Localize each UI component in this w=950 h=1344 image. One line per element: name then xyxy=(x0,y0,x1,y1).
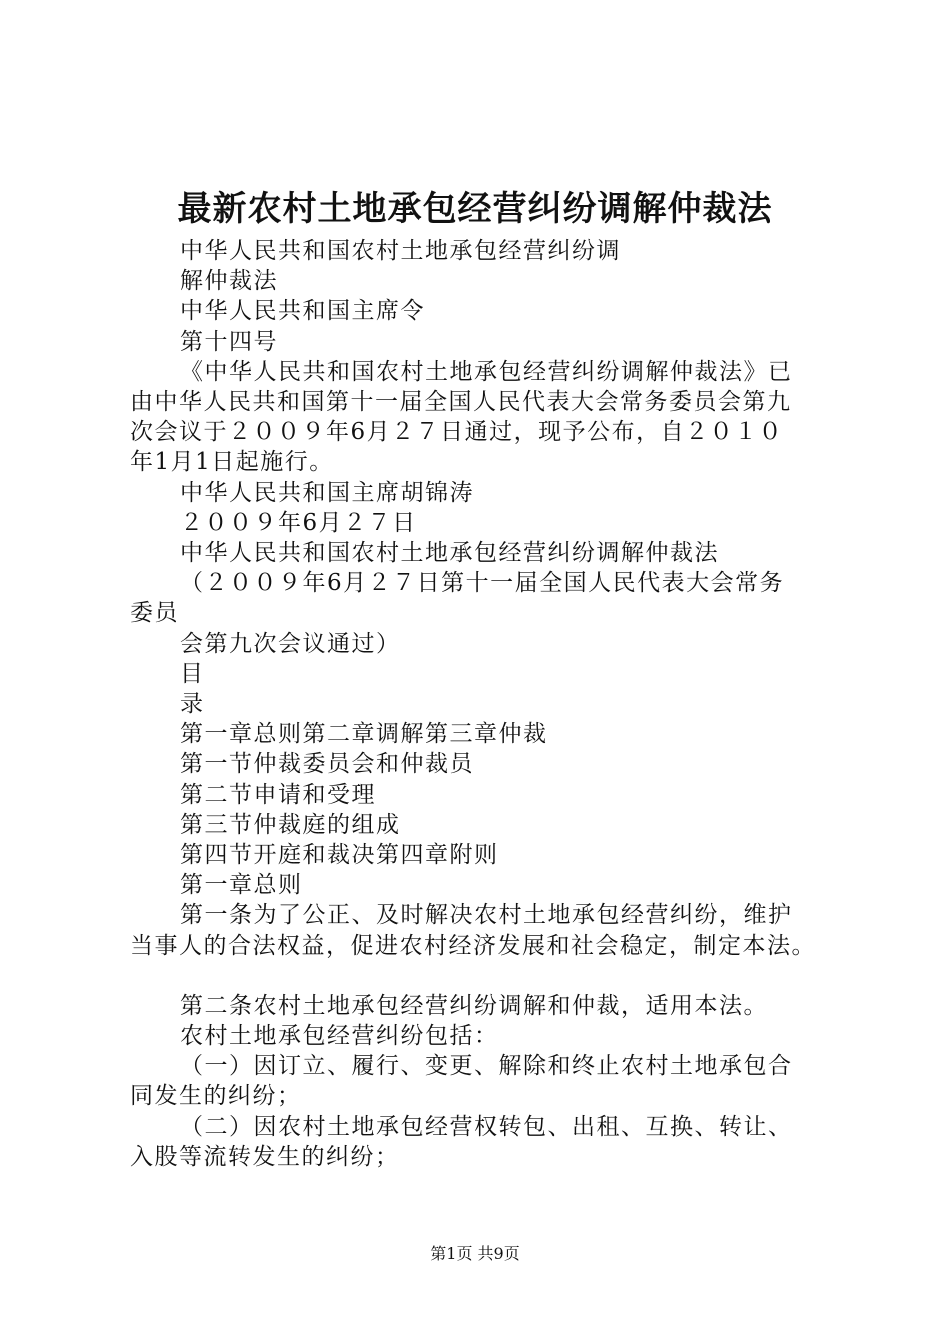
paragraph-line: 目 xyxy=(180,660,205,687)
paragraph-gap xyxy=(130,961,850,991)
paragraph-line: 入股等流转发生的纠纷； xyxy=(130,1143,400,1170)
paragraph-line: 解仲裁法 xyxy=(180,268,278,295)
paragraph-line: 《中华人民共和国农村土地承包经营纠纷调解仲裁法》已 xyxy=(180,358,793,385)
paragraph-line: 当事人的合法权益，促进农村经济发展和社会稳定，制定本法。 xyxy=(130,932,816,959)
paragraph-line: 第四节开庭和裁决第四章附则 xyxy=(180,842,499,869)
paragraph-line: 第一章总则第二章调解第三章仲裁 xyxy=(180,721,548,748)
paragraph-line: 第一条为了公正、及时解决农村土地承包经营纠纷，维护 xyxy=(180,902,793,929)
paragraph-line: 委员 xyxy=(130,600,179,627)
paragraph-line: 年1月1日起施行。 xyxy=(130,449,334,476)
paragraph-line: 次会议于２００９年6月２７日通过，现予公布，自２０１０ xyxy=(130,419,784,446)
paragraph-line: ２００９年6月２７日 xyxy=(180,509,417,536)
paragraph-line: 中华人民共和国农村土地承包经营纠纷调 xyxy=(180,238,621,264)
paragraph-line: 录 xyxy=(180,691,205,718)
page-footer: 第1页 共9页 xyxy=(430,1244,520,1263)
document-body xyxy=(130,236,850,1172)
paragraph-line: （一）因订立、履行、变更、解除和终止农村土地承包合 xyxy=(180,1053,793,1080)
paragraph-line: 中华人民共和国主席令 xyxy=(180,298,425,325)
paragraph-line: 中华人民共和国农村土地承包经营纠纷调解仲裁法 xyxy=(180,540,719,567)
paragraph-line: （２００９年6月２７日第十一届全国人民代表大会常务 xyxy=(180,570,785,597)
paragraph-line: 第二条农村土地承包经营纠纷调解和仲裁，适用本法。 xyxy=(180,992,768,1019)
paragraph-line: 第十四号 xyxy=(180,328,278,355)
paragraph-line: 第三节仲裁庭的组成 xyxy=(180,811,401,838)
document-title: 最新农村土地承包经营纠纷调解仲裁法 xyxy=(177,189,773,229)
paragraph-line: 会第九次会议通过） xyxy=(180,630,401,657)
paragraph-line: 由中华人民共和国第十一届全国人民代表大会常务委员会第九 xyxy=(130,389,792,416)
paragraph-line: 农村土地承包经营纠纷包括： xyxy=(180,1023,499,1050)
paragraph-line: 第一节仲裁委员会和仲裁员 xyxy=(180,751,474,778)
paragraph-line: 第一章总则 xyxy=(180,872,303,899)
paragraph-line: 中华人民共和国主席胡锦涛 xyxy=(180,479,474,506)
paragraph-line: 第二节申请和受理 xyxy=(180,781,376,808)
paragraph-line: （二）因农村土地承包经营权转包、出租、互换、转让、 xyxy=(180,1113,793,1140)
paragraph-line: 同发生的纠纷； xyxy=(130,1083,302,1110)
